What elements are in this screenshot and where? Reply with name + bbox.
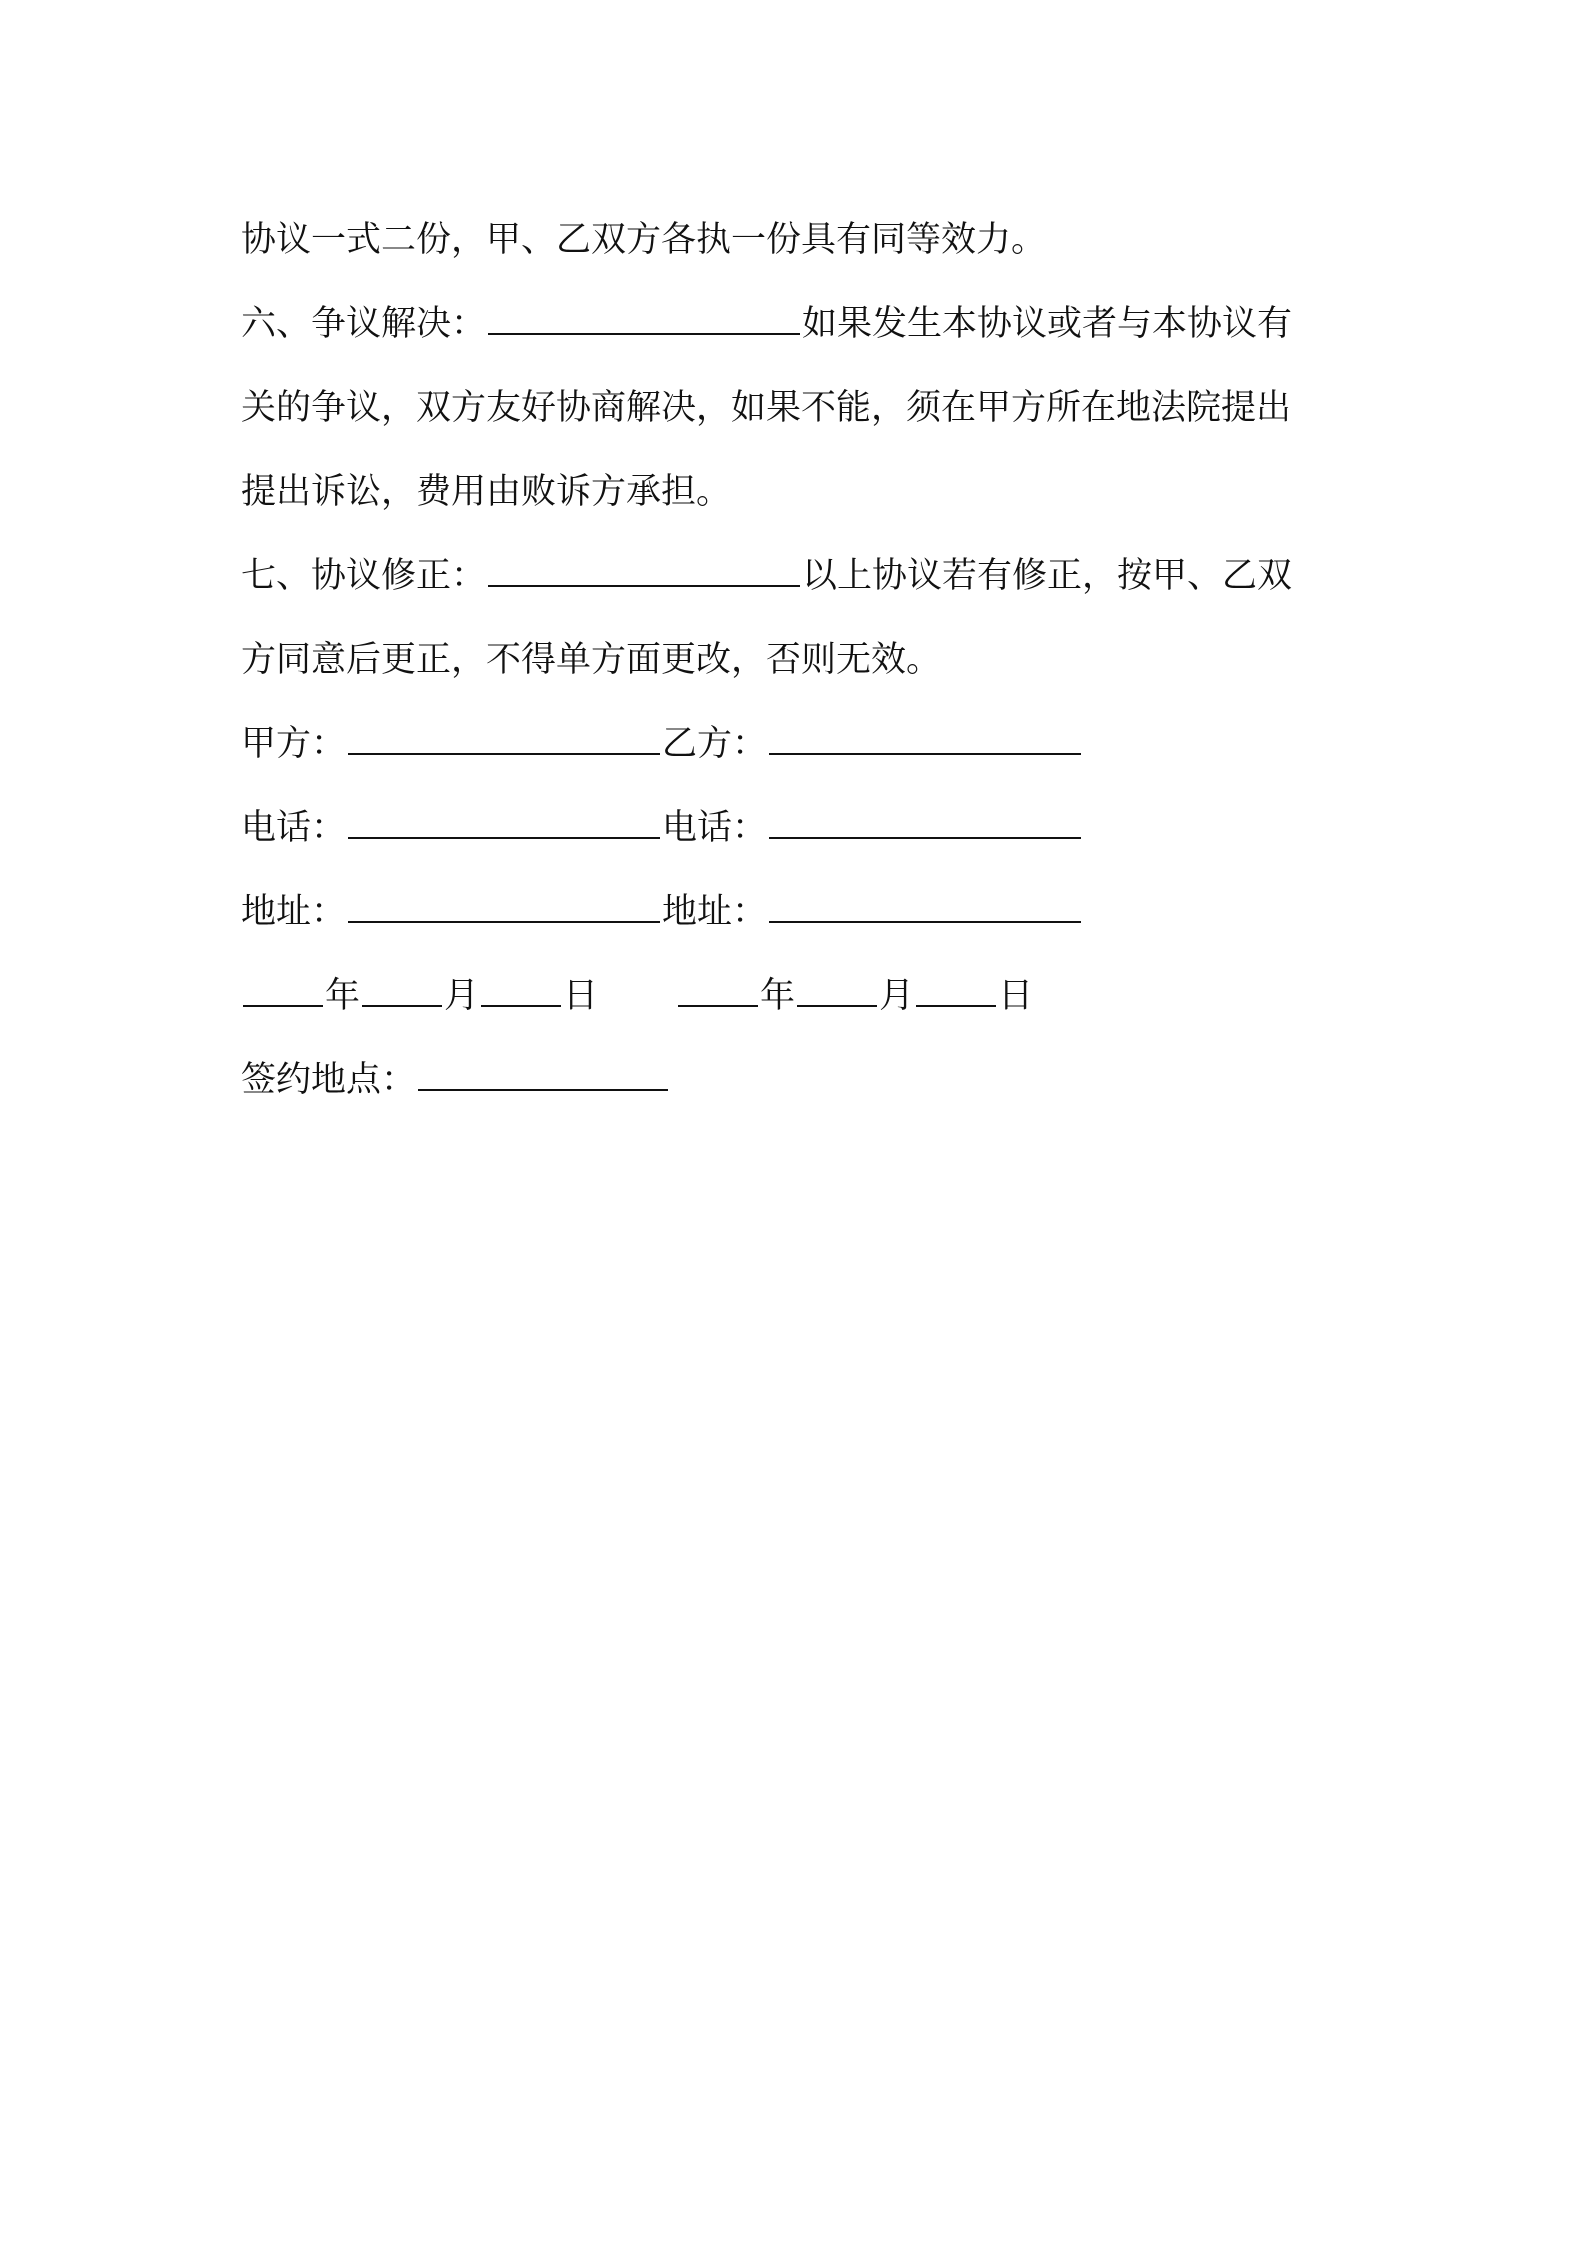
signing-place-label: 签约地点： bbox=[241, 1060, 417, 1100]
year-b-field[interactable] bbox=[678, 971, 758, 1007]
party-a-field[interactable] bbox=[348, 719, 660, 755]
address-a-field[interactable] bbox=[348, 887, 660, 923]
date-row bbox=[241, 954, 1361, 1038]
year-label: 年 bbox=[325, 976, 361, 1016]
copies-text: 协议一式二份，甲、乙双方各执一份具有同等效力。 bbox=[241, 220, 1047, 260]
month-label: 月 bbox=[444, 976, 480, 1016]
party-b-label: 乙方： bbox=[662, 724, 768, 764]
amendment-blank-field[interactable] bbox=[488, 551, 800, 587]
day-label: 日 bbox=[563, 976, 599, 1016]
copies-clause bbox=[241, 198, 1361, 282]
month-label: 月 bbox=[879, 976, 915, 1016]
amendment-text-1: 以上协议若有修正，按甲、乙双 bbox=[802, 556, 1293, 596]
day-b-field[interactable] bbox=[916, 971, 996, 1007]
dispute-clause bbox=[241, 282, 1361, 534]
dispute-text-1: 如果发生本协议或者与本协议有 bbox=[802, 304, 1293, 344]
address-b-label: 地址： bbox=[662, 892, 768, 932]
amendment-text-2: 方同意后更正，不得单方面更改，否则无效。 bbox=[241, 640, 942, 680]
amendment-heading: 七、协议修正： bbox=[241, 556, 487, 596]
signing-place-field[interactable] bbox=[418, 1055, 668, 1091]
day-a-field[interactable] bbox=[481, 971, 561, 1007]
dispute-text-3: 提出诉讼，费用由败诉方承担。 bbox=[241, 472, 732, 512]
address-row bbox=[241, 870, 1361, 954]
party-a-label: 甲方： bbox=[241, 724, 347, 764]
phone-a-label: 电话： bbox=[241, 808, 347, 848]
date-party-a bbox=[241, 954, 598, 1038]
signing-place-row bbox=[241, 1038, 1361, 1122]
dispute-text-2: 关的争议，双方友好协商解决，如果不能，须在甲方所在地法院提出 bbox=[241, 388, 1292, 428]
phone-a-field[interactable] bbox=[348, 803, 660, 839]
address-a-label: 地址： bbox=[241, 892, 347, 932]
dispute-line-1 bbox=[241, 282, 1361, 366]
document-body bbox=[241, 198, 1361, 1122]
phone-b-label: 电话： bbox=[662, 808, 768, 848]
year-label: 年 bbox=[760, 976, 796, 1016]
dispute-blank-field[interactable] bbox=[488, 299, 800, 335]
month-a-field[interactable] bbox=[362, 971, 442, 1007]
phone-b-field[interactable] bbox=[769, 803, 1081, 839]
party-row bbox=[241, 702, 1361, 786]
year-a-field[interactable] bbox=[243, 971, 323, 1007]
amendment-line-1 bbox=[241, 534, 1361, 618]
phone-row bbox=[241, 786, 1361, 870]
month-b-field[interactable] bbox=[797, 971, 877, 1007]
amendment-clause bbox=[241, 534, 1361, 702]
party-b-field[interactable] bbox=[769, 719, 1081, 755]
date-party-b bbox=[676, 954, 1033, 1038]
address-b-field[interactable] bbox=[769, 887, 1081, 923]
day-label: 日 bbox=[998, 976, 1034, 1016]
dispute-heading: 六、争议解决： bbox=[241, 304, 487, 344]
